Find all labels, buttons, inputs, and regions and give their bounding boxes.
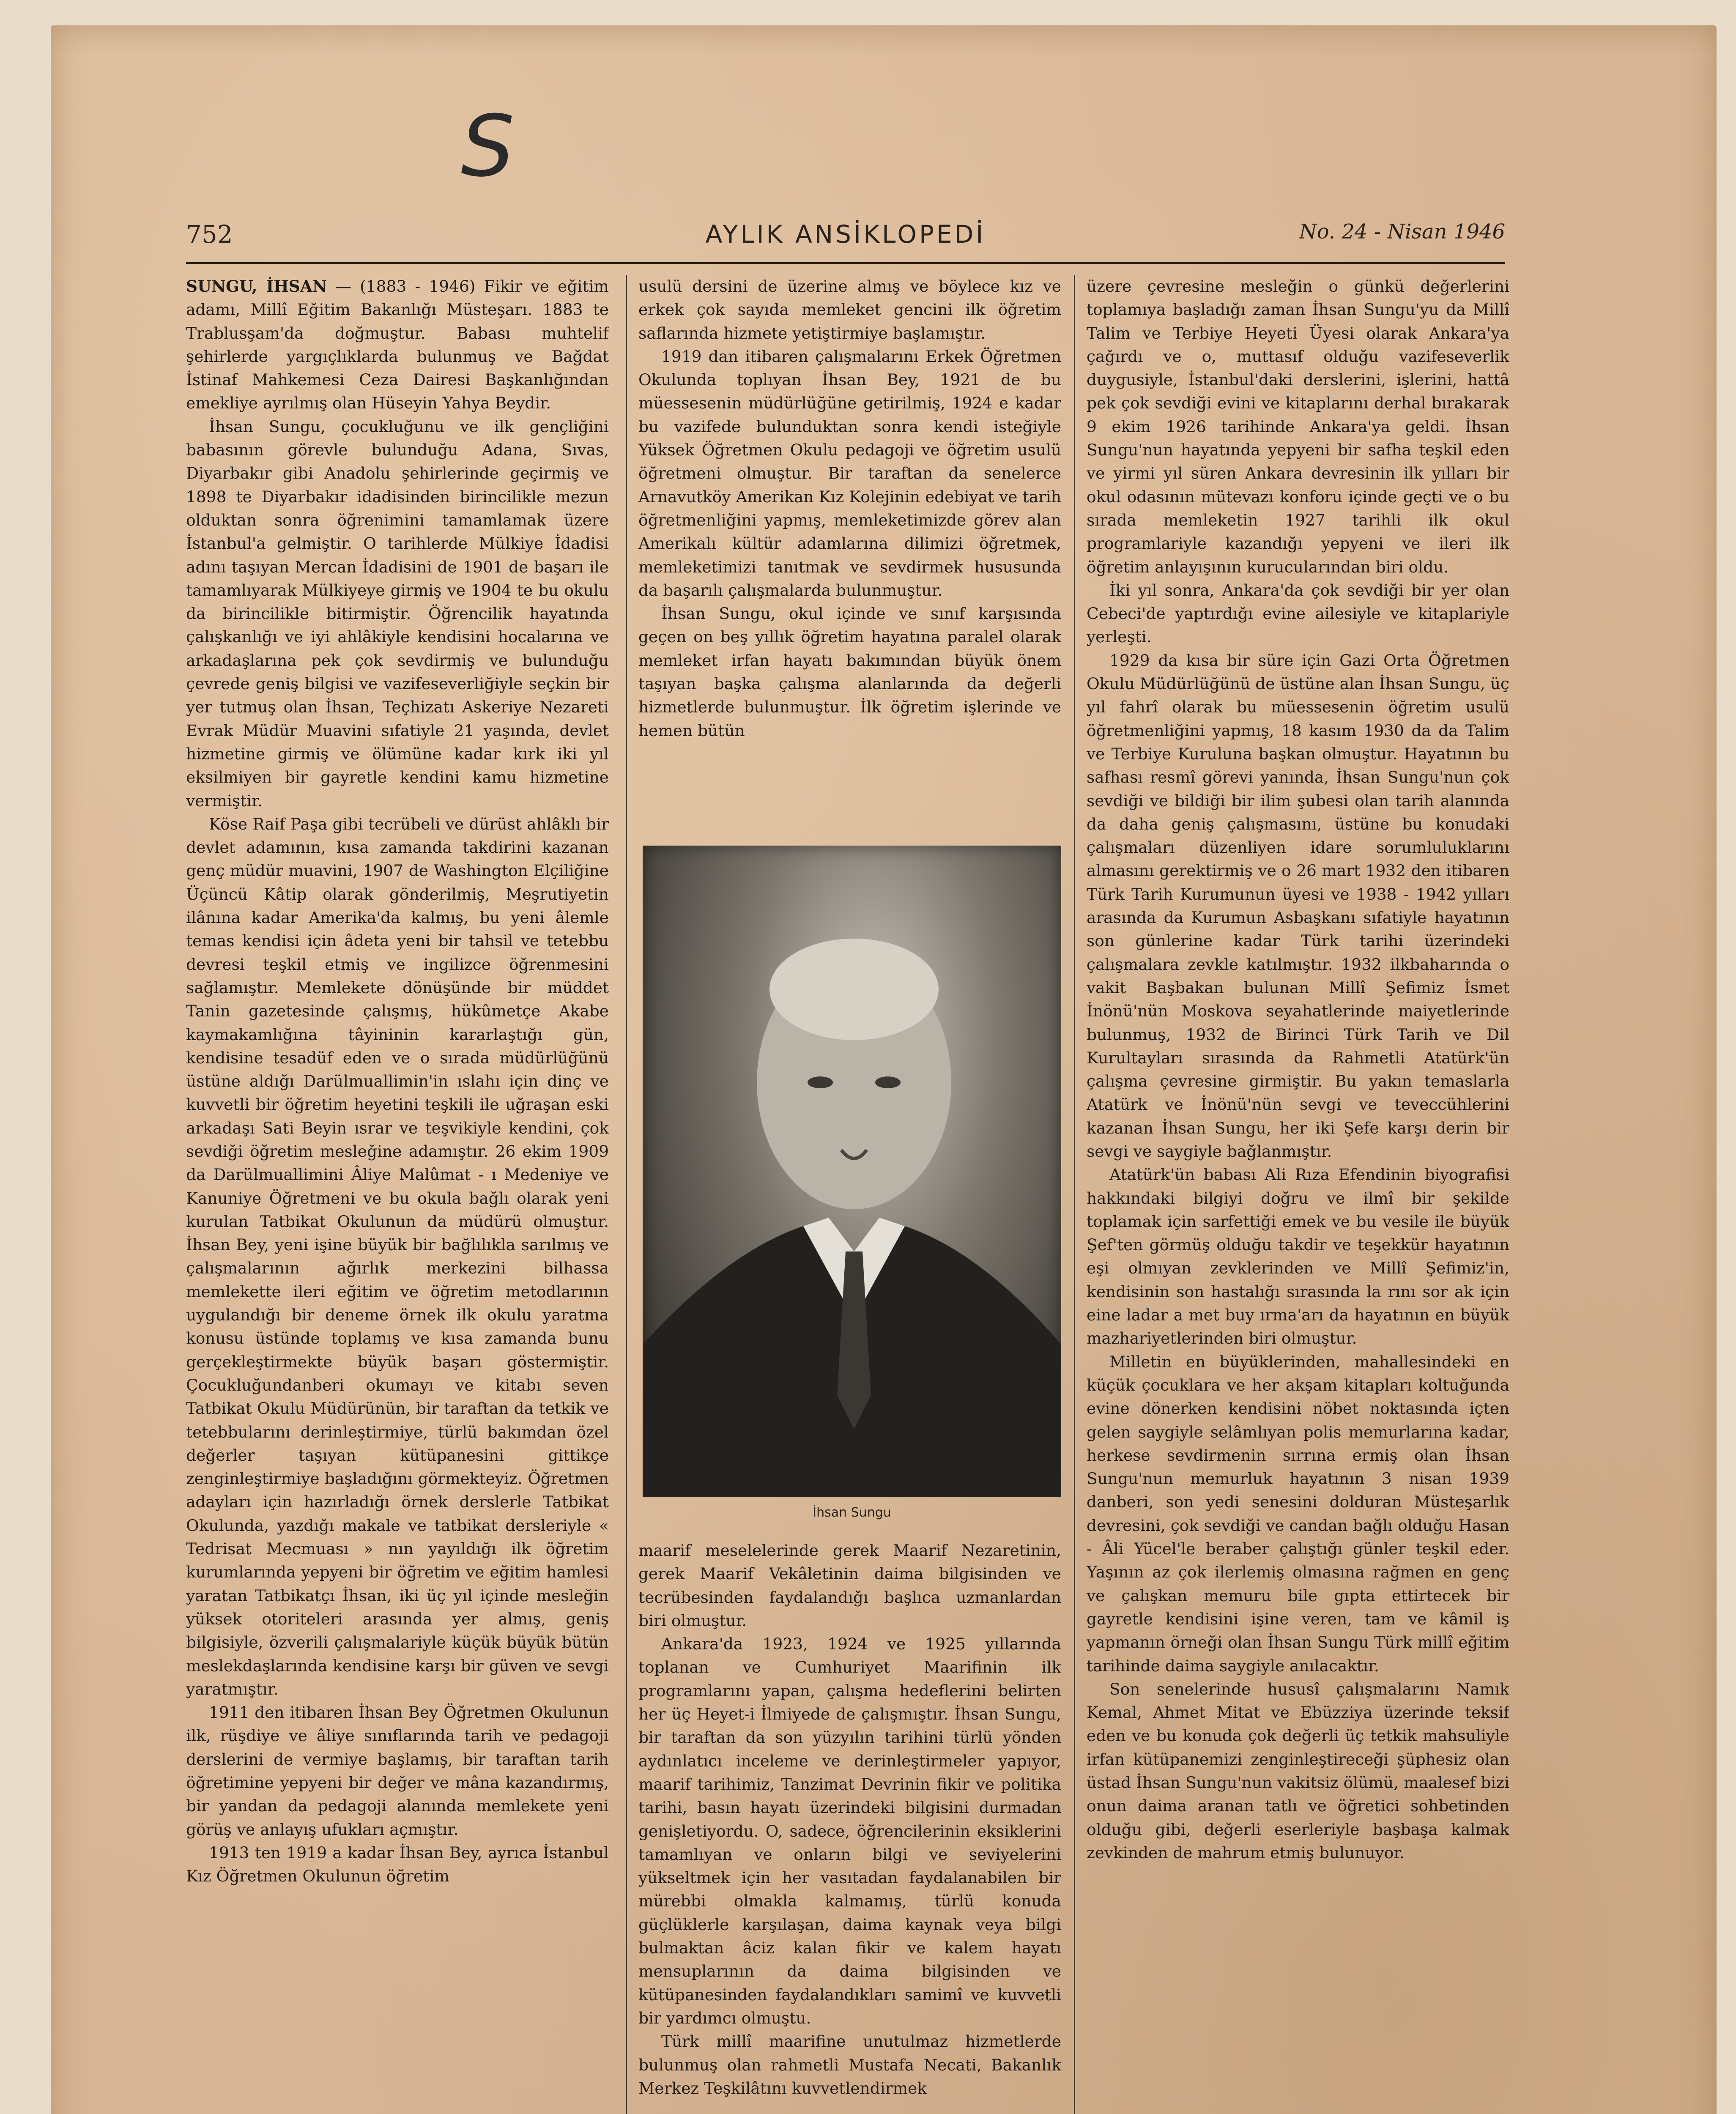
paragraph: Köse Raif Paşa gibi tecrübeli ve dürüst ahlâklı bir devlet adamının, kısa zamanda takdirini kazanan genç müdür muavini, 1907 de Washington Elçiliğine Üçüncü Kâtip olarak gönderilmiş, Meşrutiyetin ilânına kadar Amerika'da kalmış, bu yeni âlemle temas kendisi için âdeta yeni bir tahsil ve tetebbu devresi teşkil etmiş ve ingilizce öğrenmesini sağlamıştır. Memlekete dönüşünde bir müddet Tanin gazetesinde çalışmış, hükûmetçe Akabe kaymakamlığına tâyininin kararlaştığı gün, kendisine tesadüf eden ve o sırada müdürlüğünü üstüne aldığı Darülmuallimin'in ıslahı için dinç ve kuvvetli bir öğretim heyetini teşkili ile uğraşan eski arkadaşı Sati Beyin ısrar ve teşvikiyle kendini, çok sevdiği öğretim mesleğine adamıştır. 26 ekim 1909 da Darülmuallimini Âliye Malûmat - ı Medeniye ve Kanuniye Öğretmeni ve bu okula bağlı olarak yeni kurulan Tatbikat Okulunun da müdürü olmuştur. İhsan Bey, yeni işine büyük bir bağlılıkla sarılmış ve çalışmalarının ağırlık merkezini bilhassa memlekette ileri eğitim ve öğretim metodlarının uygulandığı bir deneme örnek ilk okulu yaratma konusu üstünde toplamış ve kısa zamanda bunu gerçekleştirmekte büyük başarı göstermiştir. Çocukluğundanberi okumayı ve kitabı seven Tatbikat Okulu Müdürünün, bir taraftan da tetkik ve tetebbularını derinleştirmiye, türlü bakımdan özel değerler taşıyan kütüpanesini gittikçe zenginleştirmiye başladığını görmekteyiz. Öğretmen adayları için hazırladığı örnek derslerle Tatbikat Okulunda, yazdığı makale ve tatbikat dersleriyle « Tedrisat Mecmuası » nın yayıldığı ilk öğretim kurumlarında yepyeni bir öğretim ve eğitim hamlesi yaratan Tatbikatçı İhsan, iki üç yıl içinde mesleğin yüksek otoriteleri arasında yer almış, geniş bilgisiyle, özverili çalışmalariyle küçük büyük bütün meslekdaşlarında kendisine karşı bir güven ve sevgi yaratmıştır. bbox=[186, 814, 609, 1698]
paragraph: 1919 dan itibaren çalışmalarını Erkek Öğretmen Okulunda toplıyan İhsan Bey, 1921 de bu müessesenin müdürlüğüne getirilmiş, 1924 e kadar bu vazifede bulunduktan sonra kendi isteğiyle Yüksek Öğretmen Okulu pedagoji ve öğretim usulü öğretmeni olmuştur. Bir taraftan da senelerce Arnavutköy Amerikan Kız Kolejinin edebiyat ve tarih öğretmenliğini yapmış, memleketimizde görev alan Amerikalı kültür adamlarına dilimizi öğretmek, memleketimizi tanıtmak ve sevdirmek hususunda da başarılı çalışmalarda bulunmuştur. bbox=[638, 347, 1061, 600]
paragraph: İhsan Sungu, çocukluğunu ve ilk gençliğini babasının görevle bulunduğu Adana, Sıvas, Diyarbakır gibi Anadolu şehirlerinde geçirmiş ve 1898 te Diyarbakır idadisinden birincilikle mezun olduktan sonra öğrenimini tamamlamak üzere İstanbul'a gelmiştir. O tarihlerde Mülkiye İdadisi adını taşıyan Mercan İdadisini de 1901 de başarı ile tamamlıyarak Mülkiyeye girmiş ve 1904 te bu okulu da birincilikle bitirmiştir. Öğrencilik hayatında çalışkanlığı ve iyi ahlâkiyle kendisini hocalarına ve arkadaşlarına pek çok sevdirmiş ve bulunduğu çevrede geniş bilgisi ve vazifeseverliğiyle seçkin bir yer tutmuş olan İhsan, Teçhizatı Askeriye Nezareti Evrak Müdür Muavini sıfatiyle 21 yaşında, devlet hizmetine girmiş ve ölümüne kadar kırk iki yıl eksilmiyen bir gayretle kendini kamu hizmetine vermiştir. bbox=[186, 417, 609, 810]
handwritten-mark: S bbox=[461, 97, 515, 196]
column-2-bottom bbox=[638, 1539, 1061, 2114]
paragraph: Son senelerinde hususî çalışmalarını Namık Kemal, Ahmet Mitat ve Ebüzziya üzerinde teksif eden ve bu konuda çok değerli üç tetkik mahsuliyle irfan kütüpanemizi zenginleştireceği şüphesiz olan üstad İhsan Sungu'nun vakitsiz ölümü, maalesef bizi onun daima aranan tatlı ve öğretici sohbetinden olduğu gibi, değerli eserleriyle başbaşa kalmak zevkinden de mahrum etmiş bulunuyor. bbox=[1087, 1679, 1509, 1862]
portrait-illustration bbox=[643, 846, 1061, 1497]
column-divider bbox=[626, 275, 627, 2114]
header-rule bbox=[186, 262, 1505, 264]
paragraph: Ankara'da 1923, 1924 ve 1925 yıllarında toplanan ve Cumhuriyet Maarifinin ilk programlarını yapan, çalışma hedeflerini belirten her üç Heyet-i İlmiyede de çalışmıştır. İhsan Sungu, bir taraftan da son yüzyılın tarihini türlü yönden aydınlatıcı inceleme ve derinleştirmeler yapıyor, maarif tarihimiz, Tanzimat Devrinin fikir ve politika tarihi, basın hayatı üzerindeki bilgisini durmadan genişletiyordu. O, sadece, öğrencilerinin eksiklerini tamamlıyan ve onların bilgi ve seviyelerini yükseltmek için her vasıtadan faydalanabilen bir mürebbi olmakla kalmamış, türlü konuda güçlüklerle karşılaşan, daima kaynak veya bilgi bulmaktan âciz kalan fikir ve kalem hayatı mensuplarının da daima bilgisinden ve kütüpanesinden faydalandıkları samimî ve kuvvetli bir yardımcı olmuştu. bbox=[638, 1635, 1061, 2027]
paragraph: İhsan Sungu, okul içinde ve sınıf karşısında geçen on beş yıllık öğretim hayatına paralel olarak memleket irfan hayatı bakımından büyük önem taşıyan başka çalışma alanlarında da değerli hizmetlerde bulunmuştur. İlk öğretim işlerinde ve hemen bütün bbox=[638, 604, 1061, 740]
paragraph: usulü dersini de üzerine almış ve böylece kız ve erkek çok sayıda memleket gencini ilk öğretim saflarında hizmete yetiştirmiye başlamıştır. bbox=[638, 277, 1061, 342]
paragraph: maarif meselelerinde gerek Maarif Nezaretinin, gerek Maarif Vekâletinin daima bilgisinden ve tecrübesinden faydalandığı başlıca uzmanlardan biri olmuştur. bbox=[638, 1541, 1061, 1630]
photo-caption: İhsan Sungu bbox=[813, 1505, 891, 1520]
paragraph: Türk millî maarifine unutulmaz hizmetlerde bulunmuş olan rahmetli Mustafa Necati, Bakanlık Merkez Teşkilâtını kuvvetlendirmek bbox=[638, 2032, 1061, 2098]
page-number: 752 bbox=[186, 220, 233, 249]
page-header bbox=[186, 220, 1505, 262]
portrait-photo bbox=[643, 846, 1061, 1497]
column-2-top bbox=[638, 275, 1061, 837]
paragraph: üzere çevresine mesleğin o günkü değerlerini toplamıya başladığı zaman İhsan Sungu'yu da Millî Talim ve Terbiye Heyeti Üyesi olarak Ankara'ya çağırdı ve o, muttasıf olduğu vazifeseverlik duygusiyle, İstanbul'daki derslerini, işlerini, hattâ pek çok sevdiği evini ve kitaplarını derhal bırakarak 9 ekim 1926 tarihinde Ankara'ya geldi. İhsan Sungu'nun hayatında yepyeni bir safha teşkil eden ve yirmi yıl süren Ankara devresinin ilk yılları bir okul odasının mütevazı konforu içinde geçti ve o bu sırada memleketin 1927 tarihli ilk okul programlariyle kazandığı yepyeni ve ileri ilk öğretim anlayışının kurucularından biri oldu. bbox=[1087, 277, 1509, 576]
paragraph: İki yıl sonra, Ankara'da çok sevdiği bir yer olan Cebeci'de yaptırdığı evine ailesiyle ve kitaplariyle yerleşti. bbox=[1087, 581, 1509, 646]
entry-heading: SUNGU, İHSAN bbox=[186, 277, 327, 296]
paragraph: 1911 den itibaren İhsan Bey Öğretmen Okulunun ilk, rüşdiye ve âliye sınıflarında tarih ve pedagoji derslerini de vermiye başlamış, bir taraftan tarih öğretimine yepyeni bir değer ve mâna kazandırmış, bir yandan da pedagoji alanında memlekete yeni görüş ve anlayış ufukları açmıştır. bbox=[186, 1703, 609, 1839]
paragraph: Milletin en büyüklerinden, mahallesindeki en küçük çocuklara ve her akşam kitapları koltuğunda evine dönerken kendisini nöbet noktasında içten gelen saygiyle selâmlıyan polis memurlarına kadar, herkese sevdirmenin sırrına ermiş olan İhsan Sungu'nun memurluk hayatının 3 nisan 1939 danberi, son yedi senesini dolduran Müsteşarlık devresini, çok sevdiği ve candan bağlı olduğu Hasan - Âli Yücel'le beraber çalıştığı günler teşkil eder. Yaşının az çok ilerlemiş olmasına rağmen en genç ve çalışkan memuru bile gıpta ettirtecek bir gayretle kendisini işine veren, tam ve kâmil iş yapmanın örneği olan İhsan Sungu Türk millî eğitim tarihinde daima saygiyle anılacaktır. bbox=[1087, 1352, 1509, 1675]
publication-title: AYLIK ANSİKLOPEDİ bbox=[705, 220, 986, 249]
issue-label: No. 24 - Nisan 1946 bbox=[1299, 220, 1505, 244]
paragraph: 1913 ten 1919 a kadar İhsan Bey, ayrıca İstanbul Kız Öğretmen Okulunun öğretim bbox=[186, 1843, 609, 1886]
paragraph: 1929 da kısa bir süre için Gazi Orta Öğretmen Okulu Müdürlüğünü de üstüne alan İhsan Sungu, üç yıl fahrî olarak bu müessesenin öğretim usulü öğretmenliğini yapmış, 18 kasım 1930 da da Talim ve Terbiye Kuruluna başkan olmuştur. Hayatının bu safhası resmî görevi yanında, İhsan Sungu'nun çok sevdiği ve bildiği bir ilim şubesi olan tarih alanında da daha geniş çalışmasını, üstüne bu konudaki çalışmaları düzenliyen idare sorumluluklarını almasını gerektirmiş ve o 26 mart 1932 den itibaren Türk Tarih Kurumunun üyesi ve 1938 - 1942 yılları arasında da Kurumun Asbaşkanı sıfatiyle hayatının son günlerine kadar Türk tarihi üzerindeki çalışmalara zevkle katılmıştır. 1932 ilkbaharında o vakit Başbakan bulunan Millî Şefimiz İsmet İnönü'nün Moskova seyahatlerinde maiyetlerinde bulunmuş, 1932 de Birinci Türk Tarih ve Dil Kurultayları sırasında da Rahmetli Atatürk'ün çalışma çevresine girmiştir. Bu yakın temaslarla Atatürk ve İnönü'nün sevgi ve teveccühlerini kazanan İhsan Sungu, her iki Şefe karşı derin bir sevgi ve saygiyle bağlanmıştır. bbox=[1087, 651, 1509, 1161]
column-divider bbox=[1074, 275, 1075, 2114]
column-3 bbox=[1087, 275, 1509, 2114]
column-1 bbox=[186, 275, 609, 2114]
paragraph: Atatürk'ün babası Ali Rıza Efendinin biyografisi hakkındaki bilgiyi doğru ve ilmî bir şekilde toplamak için sarfettiği emek ve bu vesile ile büyük Şef'ten görmüş olduğu takdir ve teşekkür hayatının eşi olmıyan zevklerinden ve Millî Şefimiz'in, kendisinin son hastalığı sırasında la rını sor ak için eine ladar a met buy ırma'arı da hayatının en büyük mazhariyetlerinden biri olmuştur. bbox=[1087, 1165, 1509, 1348]
paragraph bbox=[186, 275, 609, 415]
paragraph-text: — (1883 - 1946) Fikir ve eğitim adamı, Millî Eğitim Bakanlığı Müsteşarı. 1883 te Trablusşam'da doğmuştur. Babası muhtelif şehirlerde yargıçlıklarda bulunmuş ve Bağdat İstinaf Mahkemesi Ceza Dairesi Başkanlığından emekliye ayrılmış olan Hüseyin Yahya Beydir. bbox=[186, 277, 609, 413]
